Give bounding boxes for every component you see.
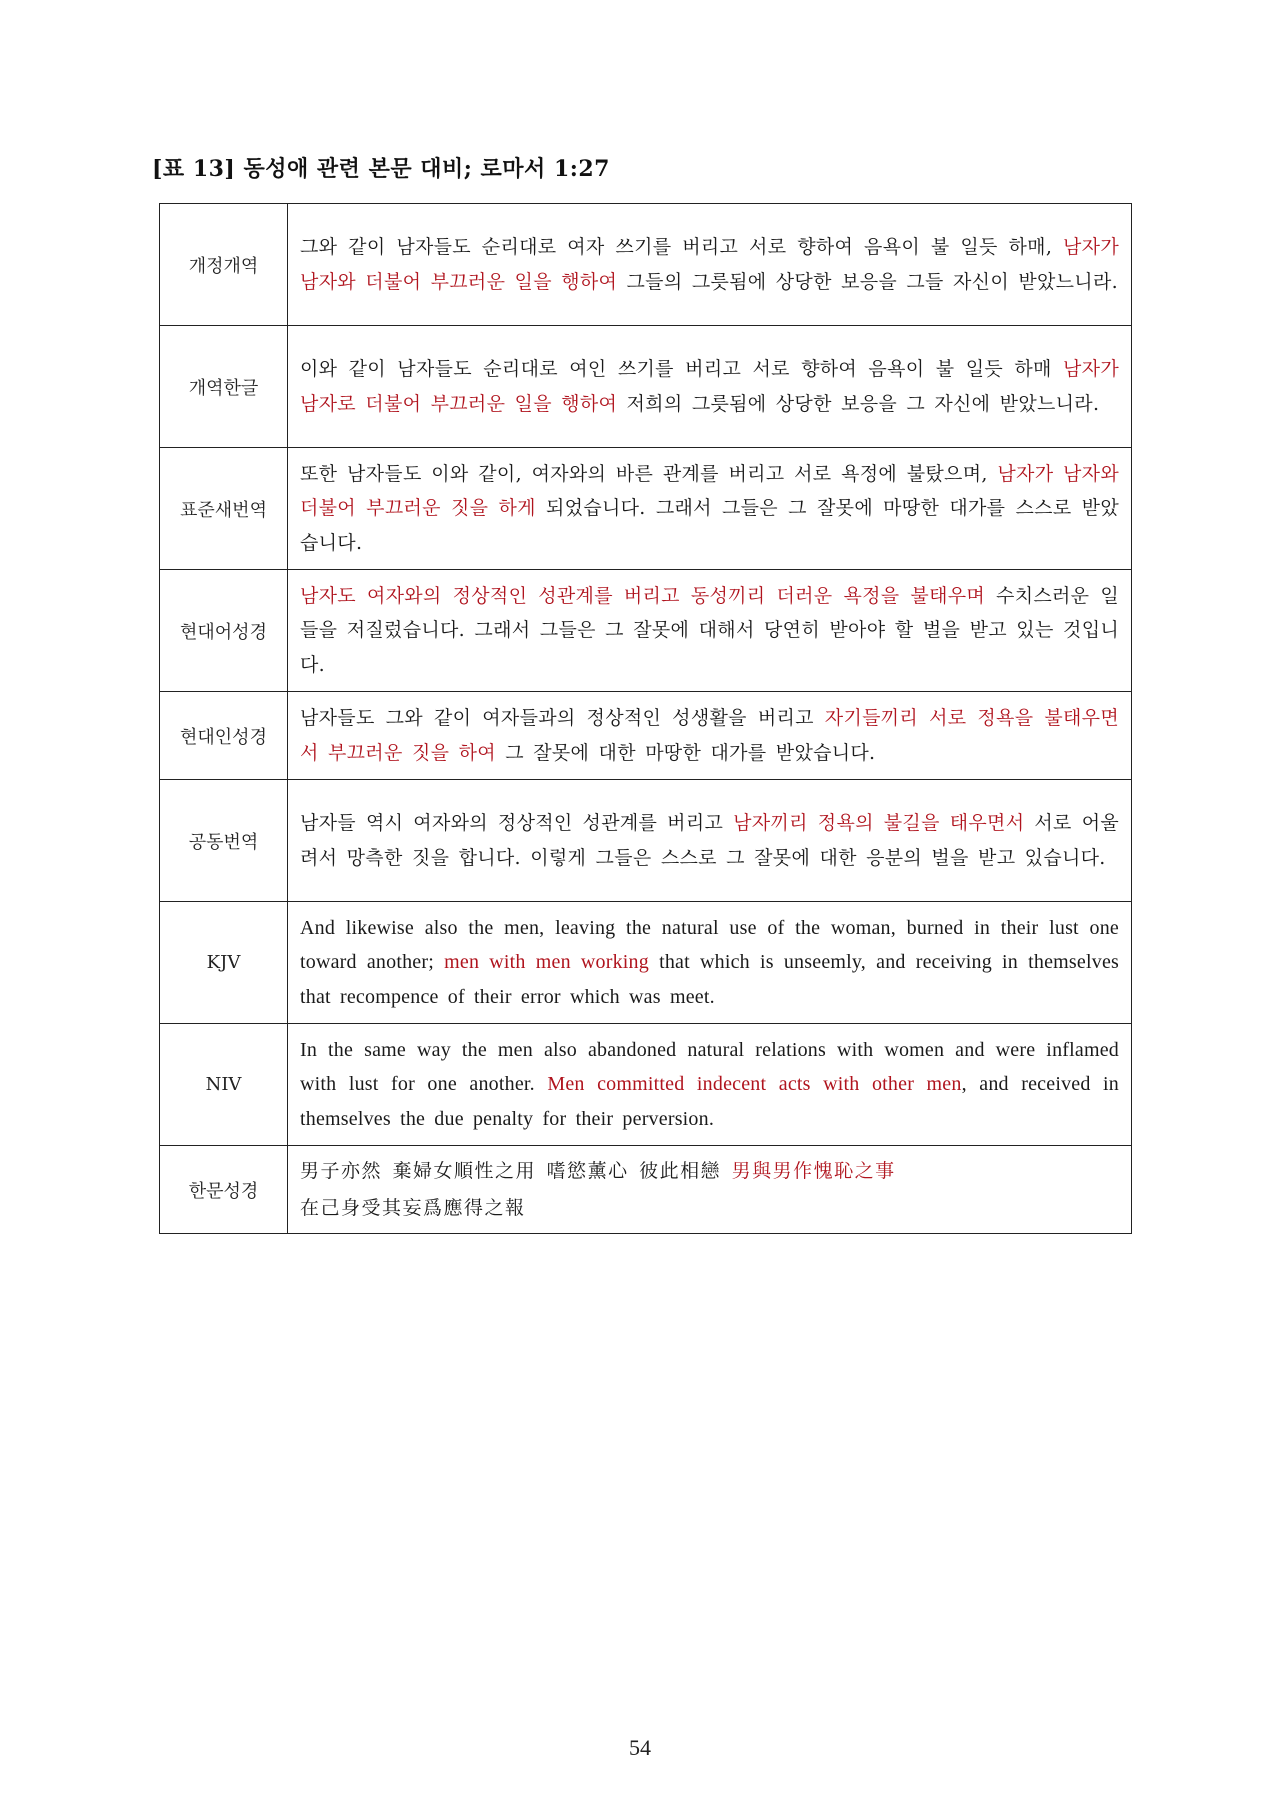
version-label: 공동번역: [160, 780, 288, 902]
verse-text-highlight: men with men working: [444, 951, 649, 974]
verse-text: [288, 1146, 1132, 1234]
verse-text-plain: 在己身受其妄爲應得之報: [300, 1196, 526, 1219]
verse-text-plain: 그와 같이 남자들도 순리대로 여자 쓰기를 버리고 서로 향하여 음욕이 불 일듯 하매,: [300, 236, 1064, 258]
verse-text-plain: 男子亦然 棄婦女順性之用 嗜慾薰心 彼此相戀: [300, 1159, 732, 1182]
version-label: 현대어성경: [160, 570, 288, 692]
verse-text-highlight: Men committed indecent acts with other men: [547, 1073, 962, 1096]
verse-text-highlight: 남자가 남자로 더불어 부끄러운 일을 행하여: [300, 358, 1119, 415]
table-row: [160, 692, 1132, 780]
verse-text-plain: , and received in themselves the due penalty for their perversion.: [300, 1073, 1119, 1130]
verse-text-plain: 남자들 역시 여자와의 정상적인 성관계를 버리고: [300, 812, 734, 834]
verse-text: [288, 326, 1132, 448]
table-row: [160, 204, 1132, 326]
version-label: NIV: [160, 1024, 288, 1146]
verse-text-plain: 이와 같이 남자들도 순리대로 여인 쓰기를 버리고 서로 향하여 음욕이 불 일듯 하매: [300, 358, 1064, 380]
verse-text-highlight: 남자가 남자와 더불어 부끄러운 짓을 하게: [300, 462, 1119, 520]
page-number: 54: [629, 1735, 651, 1760]
verse-text-highlight: 남자가 남자와 더불어 부끄러운 일을 행하여: [300, 236, 1119, 293]
version-label: KJV: [160, 902, 288, 1024]
table-row: [160, 1146, 1132, 1234]
version-label: 현대인성경: [160, 692, 288, 780]
table-row: [160, 780, 1132, 902]
verse-text: [288, 692, 1132, 780]
verse-text-highlight: 남자도 여자와의 정상적인 성관계를 버리고 동성끼리 더러운 욕정을 불태우며: [300, 584, 986, 607]
verse-text-plain: 또한 남자들도 이와 같이, 여자와의 바른 관계를 버리고 서로 욕정에 불탔으며,: [300, 462, 998, 485]
version-label: 개정개역: [160, 204, 288, 326]
verse-text: [288, 204, 1132, 326]
verse-text: [288, 448, 1132, 570]
table-row: [160, 1024, 1132, 1146]
verse-text-highlight: 남자끼리 정욕의 불길을 태우면서: [733, 812, 1025, 834]
verse-text-plain: 되었습니다. 그래서 그들은 그 잘못에 마땅한 대가를 스스로 받았습니다.: [300, 497, 1119, 554]
verse-text-plain: 저희의 그릇됨에 상당한 보응을 그 자신에 받았느니라.: [617, 392, 1100, 415]
verse-text-highlight: 자기들끼리 서로 정욕을 불태우면서 부끄러운 짓을 하여: [300, 707, 1119, 764]
table-row: [160, 448, 1132, 570]
table-row: [160, 902, 1132, 1024]
verse-text-plain: In the same way the men also abandoned natural relations with women and were inflamed with lust for one another.: [300, 1038, 1119, 1096]
verse-text-plain: 그 잘못에 대한 마땅한 대가를 받았습니다.: [495, 741, 876, 764]
verse-text-plain: And likewise also the men, leaving the natural use of the woman, burned in their lust one toward another;: [300, 916, 1119, 974]
translation-comparison-table: [159, 203, 1132, 1234]
verse-text: [288, 570, 1132, 692]
verse-text: [288, 902, 1132, 1024]
verse-text: [288, 1024, 1132, 1146]
verse-text-plain: 서로 어울려서 망측한 짓을 합니다. 이렇게 그들은 스스로 그 잘못에 대한 응분의 벌을 받고 있습니다.: [300, 812, 1119, 869]
table-caption: [표 13] 동성애 관련 본문 대비; 로마서 1:27: [152, 156, 610, 182]
verse-text-plain: 수치스러운 일들을 저질렀습니다. 그래서 그들은 그 잘못에 대해서 당연히 받아야 할 벌을 받고 있는 것입니다.: [300, 584, 1119, 676]
table-row: [160, 570, 1132, 692]
verse-text-plain: 남자들도 그와 같이 여자들과의 정상적인 성생활을 버리고: [300, 707, 825, 729]
verse-text: [288, 780, 1132, 902]
version-label: 한문성경: [160, 1146, 288, 1234]
verse-text-highlight: 男與男作愧恥之事: [731, 1159, 896, 1182]
verse-text-plain: that which is unseemly, and receiving in themselves that recompence of their error which was meet.: [300, 951, 1119, 1008]
version-label: 표준새번역: [160, 448, 288, 570]
verse-text-plain: 그들의 그릇됨에 상당한 보응을 그들 자신이 받았느니라.: [617, 270, 1118, 293]
table-row: [160, 326, 1132, 448]
version-label: 개역한글: [160, 326, 288, 448]
